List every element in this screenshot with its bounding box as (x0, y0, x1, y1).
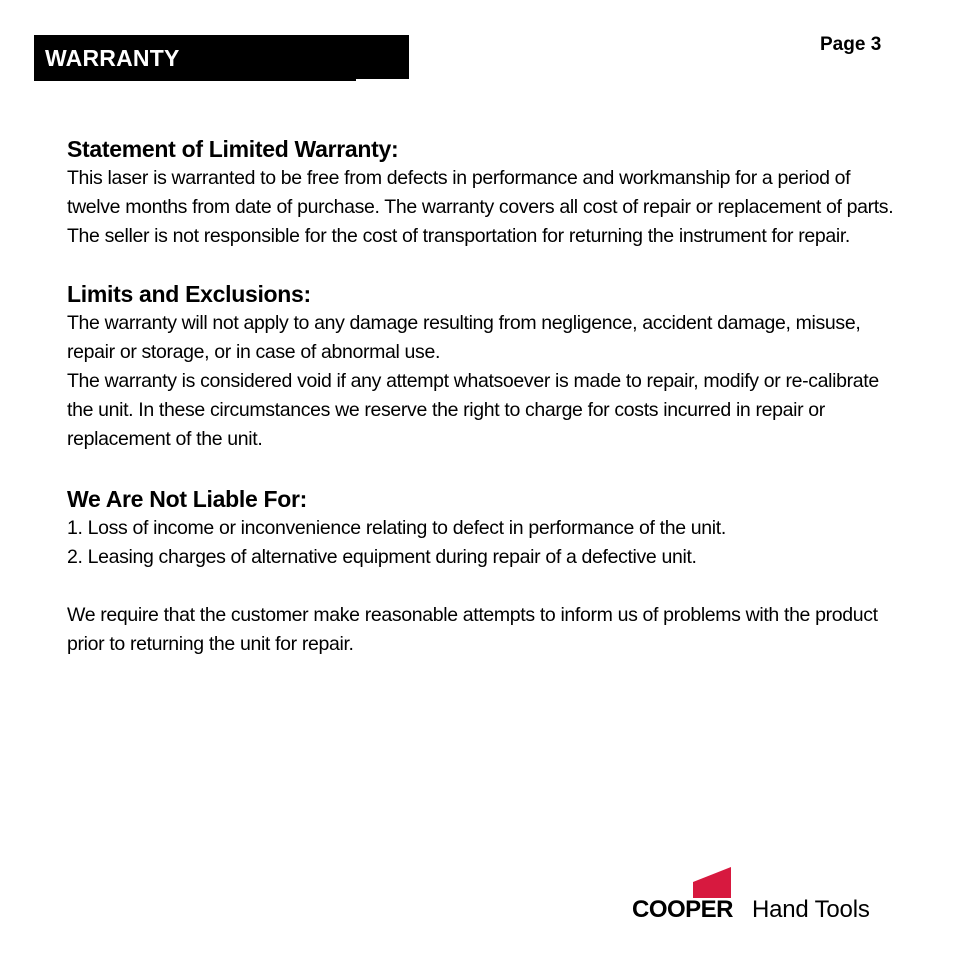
warranty-statement-paragraph: This laser is warranted to be free from defects in performance and workmanship for a period of twelve months from date of purchase. The warranty covers all cost of repair or replacement of parts. The seller is not responsible for the cost of transportation for returning the instrument for repair. (67, 167, 894, 247)
heading-statement-of-limited-warranty: Statement of Limited Warranty: (67, 136, 399, 162)
brand-name: COOPER (632, 896, 734, 923)
page-number: Page 3 (820, 34, 882, 55)
cooper-hand-tools-logo (632, 866, 892, 926)
document-body (67, 134, 907, 659)
exclusions-paragraph-2: The warranty is considered void if any attempt whatsoever is made to repair, modify or re-calibrate the unit. In these circumstances we reserve the right to charge for costs incurred in repair or replacement of the unit. (67, 370, 879, 450)
liability-list-item-1: 1. Loss of income or inconvenience relating to defect in performance of the unit. (67, 517, 726, 539)
heading-limits-and-exclusions: Limits and Exclusions: (67, 281, 311, 307)
cooper-flag-icon (692, 866, 732, 900)
brand-subtitle: Hand Tools (752, 896, 870, 923)
section-header-bar-underline (34, 78, 356, 81)
exclusions-paragraph-1: The warranty will not apply to any damage resulting from negligence, accident damage, misuse, repair or storage, or in case of abnormal use. (67, 312, 861, 363)
closing-note-paragraph: We require that the customer make reasonable attempts to inform us of problems with the product prior to returning the unit for repair. (67, 604, 878, 655)
section-title: WARRANTY (45, 45, 180, 71)
liability-list-item-2: 2. Leasing charges of alternative equipment during repair of a defective unit. (67, 546, 697, 568)
heading-not-liable-for: We Are Not Liable For: (67, 486, 308, 512)
